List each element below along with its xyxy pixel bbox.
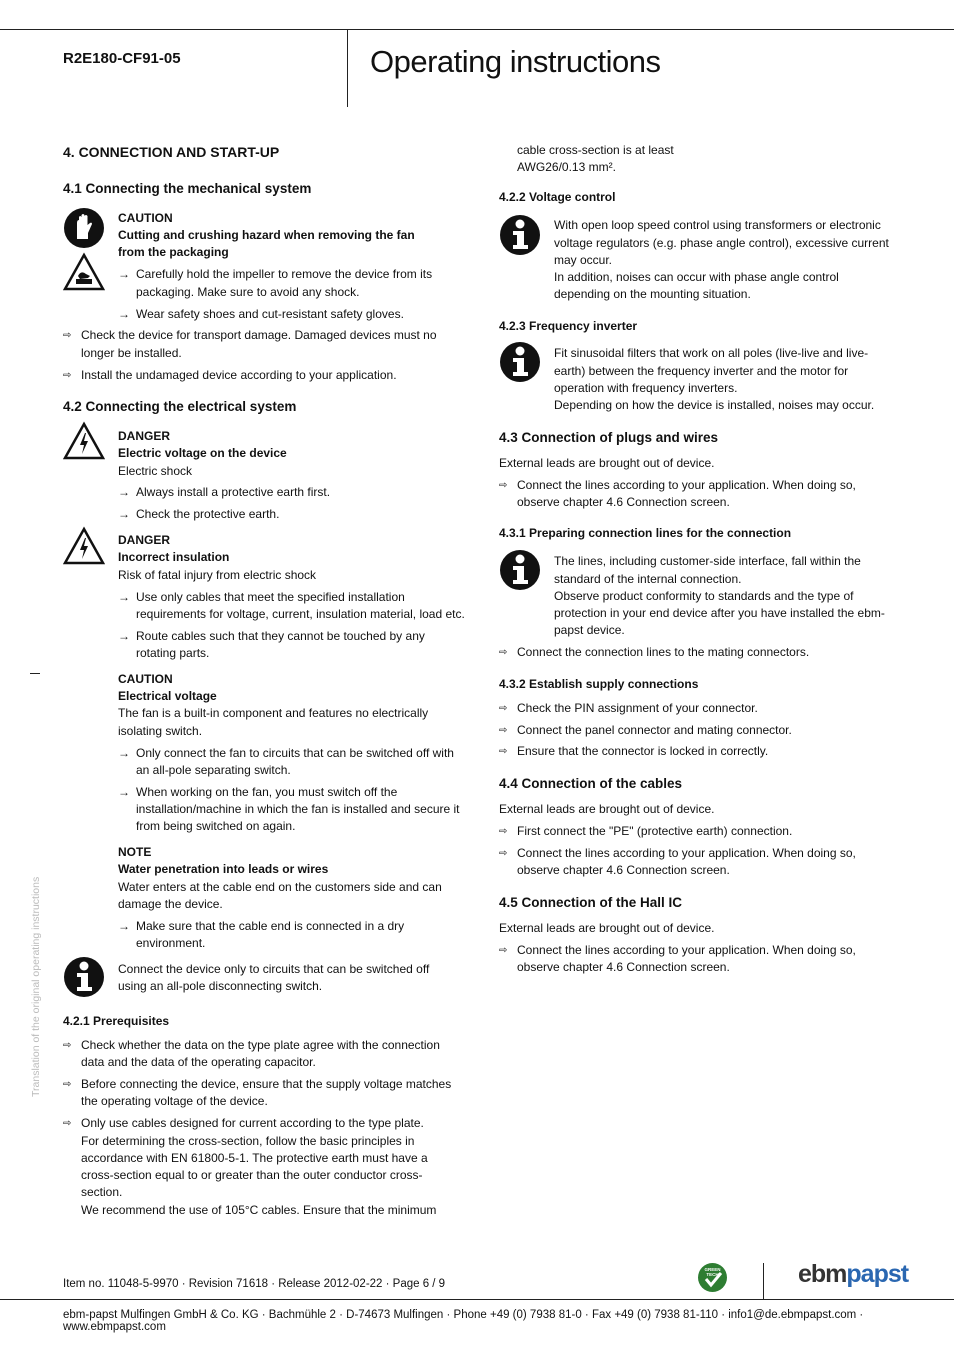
list-item: observe chapter 4.6 Connection screen. xyxy=(517,960,730,974)
info-text: In addition, noises can occur with phase angle control xyxy=(554,270,839,284)
heading-4-2-1: 4.2.1 Prerequisites xyxy=(63,1014,170,1028)
header-top-rule xyxy=(0,29,954,30)
list-item: We recommend the use of 105°C cables. Ensure that the minimum xyxy=(81,1203,437,1217)
info-text: Fit sinusoidal filters that work on all poles (live-live and live- xyxy=(554,346,869,360)
info-text: voltage regulators (e.g. phase angle control), excessive current xyxy=(554,236,889,250)
info-text: With open loop speed control using transformers or electronic xyxy=(554,218,881,232)
heading-4-3: 4.3 Connection of plugs and wires xyxy=(499,430,719,445)
electric-hazard-icon xyxy=(63,526,105,568)
info-text: standard of the internal connection. xyxy=(554,572,742,586)
instruction-step: → Use only cables that meet the specified installation xyxy=(118,590,405,604)
list-item: ⇨ First connect the "PE" (protective earth) connection. xyxy=(499,824,793,838)
list-item: ⇨ Ensure that the connector is locked in correctly. xyxy=(499,744,769,758)
instruction-step: → Carefully hold the impeller to remove the device from its xyxy=(118,267,433,281)
instruction-step: → When working on the fan, you must switch off the xyxy=(118,785,398,799)
document-info: Item no. 11048-5-9970 · Revision 71618 · Release 2012-02-22 · Page 6 / 9 xyxy=(63,1278,446,1290)
continued-text: cable cross-section is at least xyxy=(517,143,674,157)
list-item: the operating voltage of the device. xyxy=(81,1094,268,1108)
svg-text:TECH: TECH xyxy=(706,1272,719,1277)
heading-4-4: 4.4 Connection of the cables xyxy=(499,776,683,791)
information-icon xyxy=(499,341,541,383)
list-item: ⇨ Check whether the data on the type plate agree with the connection xyxy=(63,1038,440,1052)
instruction-step: packaging. Make sure to avoid any shock. xyxy=(136,285,360,299)
list-item: ⇨ Connect the panel connector and mating connector. xyxy=(499,723,792,737)
instruction-step: → Make sure that the cable end is connected in a dry xyxy=(118,919,405,933)
information-icon xyxy=(499,549,541,591)
caution-text: The fan is a built-in component and features no electrically xyxy=(118,706,429,720)
company-address: ebm-papst Mulfingen GmbH & Co. KG · Bachmühle 2 · D-74673 Mulfingen · Phone +49 (0) 7938 81-0 · Fax +49 (0) 7938 81-110 · info1@de.ebmpapst.com · www.ebmpapst.com xyxy=(63,1309,864,1333)
logo-separator xyxy=(763,1263,764,1299)
company-logo: ebmpapst xyxy=(798,1260,909,1288)
list-item: ⇨ Install the undamaged device according to your application. xyxy=(63,368,397,382)
info-text: depending on the mounting situation. xyxy=(554,287,751,301)
info-text: Depending on how the device is installed, noises may occur. xyxy=(554,398,875,412)
info-text: using an all-pole disconnecting switch. xyxy=(118,979,323,993)
list-item: ⇨ Check the PIN assignment of your connector. xyxy=(499,701,758,715)
page-title: Operating instructions xyxy=(370,44,661,79)
instruction-step: → Route cables such that they cannot be touched by any xyxy=(118,629,425,643)
instruction-step: installation/machine in which the fan is installed and secure it xyxy=(136,802,460,816)
caution-subtitle: Electrical voltage xyxy=(118,689,217,703)
list-item: For determining the cross-section, follow the basic principles in xyxy=(81,1134,415,1148)
instruction-step: → Always install a protective earth first. xyxy=(118,485,331,499)
heading-4-2-3: 4.2.3 Frequency inverter xyxy=(499,319,638,333)
list-item: ⇨ Only use cables designed for current according to the type plate. xyxy=(63,1116,424,1130)
instruction-step: an all-pole separating switch. xyxy=(136,763,291,777)
instruction-step: → Wear safety shoes and cut-resistant safety gloves. xyxy=(118,307,404,321)
danger-text: Risk of fatal injury from electric shock xyxy=(118,568,317,582)
list-item: observe chapter 4.6 Connection screen. xyxy=(517,495,730,509)
danger-subtitle: Electric voltage on the device xyxy=(118,446,287,460)
instruction-step: from being switched on again. xyxy=(136,819,296,833)
heading-4-3-1: 4.3.1 Preparing connection lines for the connection xyxy=(499,526,792,540)
list-item: ⇨ Check the device for transport damage. Damaged devices must no xyxy=(63,328,437,342)
list-item: ⇨ Connect the lines according to your application. When doing so, xyxy=(499,943,856,957)
model-number: R2E180-CF91-05 xyxy=(63,50,181,67)
caution-title: CAUTION xyxy=(118,672,173,686)
section-heading-4: 4. CONNECTION AND START-UP xyxy=(63,144,280,160)
note-subtitle: Water penetration into leads or wires xyxy=(118,862,329,876)
note-text: damage the device. xyxy=(118,897,223,911)
green-tech-badge-icon xyxy=(697,1262,728,1293)
instruction-step: environment. xyxy=(136,936,206,950)
list-item: ⇨ Connect the connection lines to the mating connectors. xyxy=(499,645,810,659)
body-text: External leads are brought out of device. xyxy=(499,802,715,816)
info-text: Observe product conformity to standards and the type of xyxy=(554,589,854,603)
heading-4-1: 4.1 Connecting the mechanical system xyxy=(63,181,312,196)
continued-text: AWG26/0.13 mm². xyxy=(517,160,616,174)
list-item: accordance with EN 61800-5-1. The protective earth must have a xyxy=(81,1151,428,1165)
info-text: operation with frequency inverters. xyxy=(554,381,738,395)
heading-4-3-2: 4.3.2 Establish supply connections xyxy=(499,677,699,691)
info-text: earth) between the frequency inverter and the motor for xyxy=(554,364,849,378)
list-item: data and the data of the operating capacitor. xyxy=(81,1055,316,1069)
caution-subtitle: Cutting and crushing hazard when removing the fan xyxy=(118,228,415,242)
danger-subtitle: Incorrect insulation xyxy=(118,550,230,564)
instruction-step: rotating parts. xyxy=(136,646,210,660)
heading-4-2-2: 4.2.2 Voltage control xyxy=(499,190,616,204)
list-item: ⇨ Connect the lines according to your application. When doing so, xyxy=(499,846,856,860)
list-item: longer be installed. xyxy=(81,346,182,360)
list-item: ⇨ Before connecting the device, ensure that the supply voltage matches xyxy=(63,1077,452,1091)
list-item: ⇨ Connect the lines according to your application. When doing so, xyxy=(499,478,856,492)
body-text: External leads are brought out of device. xyxy=(499,456,715,470)
caution-subtitle: from the packaging xyxy=(118,245,229,259)
note-title: NOTE xyxy=(118,845,152,859)
electric-hazard-icon xyxy=(63,421,105,463)
footer-rule xyxy=(0,1299,954,1300)
protective-gloves-icon xyxy=(63,207,105,249)
instruction-step: → Only connect the fan to circuits that can be switched off with xyxy=(118,746,454,760)
danger-title: DANGER xyxy=(118,533,171,547)
list-item: cross-section equal to or greater than the outer conductor cross- xyxy=(81,1168,423,1182)
header-separator xyxy=(347,30,348,107)
danger-title: DANGER xyxy=(118,429,171,443)
list-item: section. xyxy=(81,1185,123,1199)
caution-text: isolating switch. xyxy=(118,724,203,738)
note-text: Water enters at the cable end on the customers side and can xyxy=(118,880,442,894)
information-icon xyxy=(499,214,541,256)
svg-text:GREEN: GREEN xyxy=(704,1267,721,1272)
body-text: External leads are brought out of device. xyxy=(499,921,715,935)
side-note: Translation of the original operating instructions xyxy=(30,876,42,1097)
instruction-step: requirements for voltage, current, insulation material, load etc. xyxy=(136,607,465,621)
heading-4-5: 4.5 Connection of the Hall IC xyxy=(499,895,683,910)
info-text: Connect the device only to circuits that can be switched off xyxy=(118,962,430,976)
crush-hazard-icon xyxy=(63,252,105,294)
info-text: The lines, including customer-side interface, fall within the xyxy=(554,554,861,568)
margin-mark xyxy=(30,673,40,674)
info-text: protection in your end device after you have installed the ebm- xyxy=(554,606,885,620)
information-icon xyxy=(63,956,105,998)
info-text: papst device. xyxy=(554,623,625,637)
list-item: observe chapter 4.6 Connection screen. xyxy=(517,863,730,877)
instruction-step: → Check the protective earth. xyxy=(118,507,280,521)
caution-title: CAUTION xyxy=(118,211,173,225)
info-text: may occur. xyxy=(554,253,613,267)
danger-text: Electric shock xyxy=(118,464,193,478)
heading-4-2: 4.2 Connecting the electrical system xyxy=(63,399,297,414)
